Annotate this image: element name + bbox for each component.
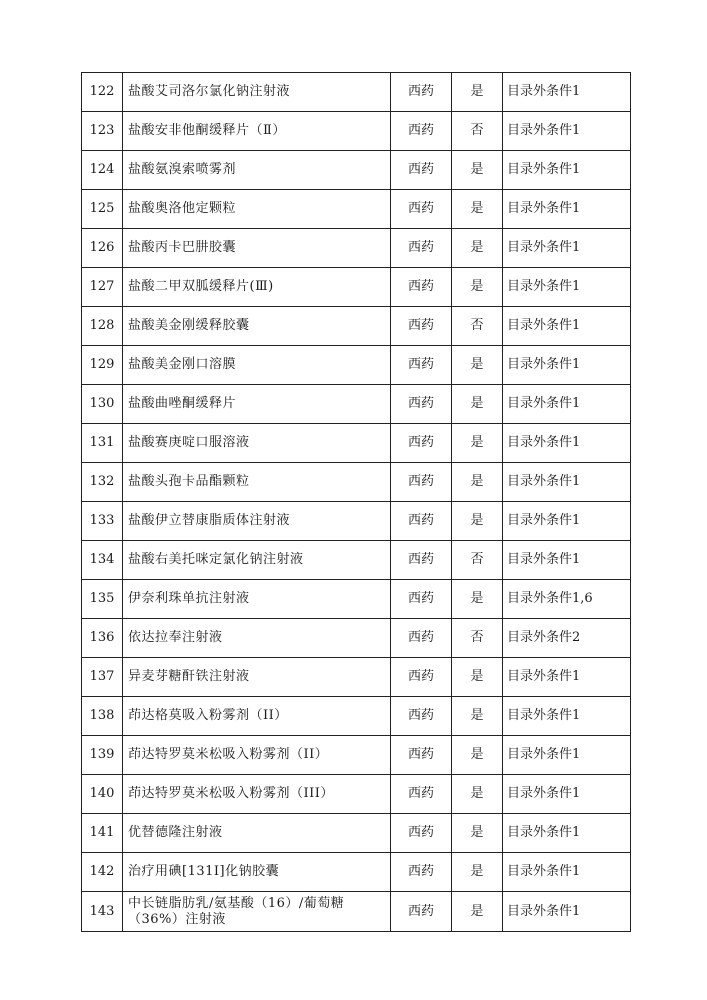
yes-no-flag: 否 <box>452 307 503 346</box>
row-number: 127 <box>82 268 123 307</box>
drug-name: 盐酸奥洛他定颗粒 <box>123 190 391 229</box>
yes-no-flag: 否 <box>452 619 503 658</box>
drug-category: 西药 <box>391 385 452 424</box>
condition-note: 目录外条件1 <box>503 268 631 307</box>
drug-category: 西药 <box>391 73 452 112</box>
table-row <box>82 775 631 814</box>
drug-category: 西药 <box>391 268 452 307</box>
table-row <box>82 697 631 736</box>
drug-category: 西药 <box>391 229 452 268</box>
drug-name: 盐酸赛庚啶口服溶液 <box>123 424 391 463</box>
condition-note: 目录外条件1 <box>503 307 631 346</box>
table-row <box>82 892 631 932</box>
drug-category: 西药 <box>391 463 452 502</box>
condition-note: 目录外条件1 <box>503 385 631 424</box>
drug-name: 伊奈利珠单抗注射液 <box>123 580 391 619</box>
condition-note: 目录外条件1 <box>503 697 631 736</box>
row-number: 137 <box>82 658 123 697</box>
table-row <box>82 619 631 658</box>
row-number: 135 <box>82 580 123 619</box>
condition-note: 目录外条件1 <box>503 736 631 775</box>
table-row <box>82 73 631 112</box>
yes-no-flag: 是 <box>452 463 503 502</box>
drug-name: 中长链脂肪乳/氨基酸（16）/葡萄糖（36%）注射液 <box>123 892 391 932</box>
condition-note: 目录外条件1 <box>503 229 631 268</box>
drug-category: 西药 <box>391 697 452 736</box>
condition-note: 目录外条件1 <box>503 814 631 853</box>
drug-category: 西药 <box>391 112 452 151</box>
table-row <box>82 151 631 190</box>
table-row <box>82 424 631 463</box>
drug-list-table <box>81 72 631 932</box>
drug-category: 西药 <box>391 814 452 853</box>
drug-name: 盐酸右美托咪定氯化钠注射液 <box>123 541 391 580</box>
table-row <box>82 541 631 580</box>
yes-no-flag: 是 <box>452 268 503 307</box>
condition-note: 目录外条件1 <box>503 424 631 463</box>
condition-note: 目录外条件1 <box>503 892 631 932</box>
row-number: 133 <box>82 502 123 541</box>
row-number: 129 <box>82 346 123 385</box>
drug-name: 依达拉奉注射液 <box>123 619 391 658</box>
yes-no-flag: 是 <box>452 229 503 268</box>
table-row <box>82 229 631 268</box>
condition-note: 目录外条件1 <box>503 853 631 892</box>
drug-category: 西药 <box>391 502 452 541</box>
drug-name: 盐酸安非他酮缓释片（Ⅱ） <box>123 112 391 151</box>
condition-note: 目录外条件1 <box>503 541 631 580</box>
drug-name: 盐酸丙卡巴肼胶囊 <box>123 229 391 268</box>
table-row <box>82 307 631 346</box>
drug-category: 西药 <box>391 424 452 463</box>
table-row <box>82 268 631 307</box>
condition-note: 目录外条件1 <box>503 775 631 814</box>
yes-no-flag: 是 <box>452 775 503 814</box>
row-number: 136 <box>82 619 123 658</box>
yes-no-flag: 是 <box>452 385 503 424</box>
drug-name: 优替德隆注射液 <box>123 814 391 853</box>
drug-category: 西药 <box>391 892 452 932</box>
table-row <box>82 190 631 229</box>
row-number: 123 <box>82 112 123 151</box>
drug-name: 茚达特罗莫米松吸入粉雾剂（III） <box>123 775 391 814</box>
yes-no-flag: 是 <box>452 424 503 463</box>
drug-category: 西药 <box>391 619 452 658</box>
drug-category: 西药 <box>391 541 452 580</box>
condition-note: 目录外条件2 <box>503 619 631 658</box>
table-row <box>82 814 631 853</box>
row-number: 142 <box>82 853 123 892</box>
condition-note: 目录外条件1 <box>503 463 631 502</box>
yes-no-flag: 否 <box>452 112 503 151</box>
table-row <box>82 736 631 775</box>
table-row <box>82 580 631 619</box>
yes-no-flag: 是 <box>452 736 503 775</box>
condition-note: 目录外条件1 <box>503 346 631 385</box>
table-row <box>82 346 631 385</box>
row-number: 132 <box>82 463 123 502</box>
table-row <box>82 112 631 151</box>
drug-category: 西药 <box>391 346 452 385</box>
drug-name: 盐酸伊立替康脂质体注射液 <box>123 502 391 541</box>
row-number: 124 <box>82 151 123 190</box>
drug-name: 治疗用碘[131I]化钠胶囊 <box>123 853 391 892</box>
row-number: 126 <box>82 229 123 268</box>
yes-no-flag: 是 <box>452 697 503 736</box>
drug-category: 西药 <box>391 190 452 229</box>
drug-category: 西药 <box>391 580 452 619</box>
yes-no-flag: 是 <box>452 580 503 619</box>
yes-no-flag: 是 <box>452 892 503 932</box>
table-row <box>82 853 631 892</box>
drug-name: 异麦芽糖酐铁注射液 <box>123 658 391 697</box>
drug-name: 盐酸头孢卡品酯颗粒 <box>123 463 391 502</box>
table-body <box>82 73 631 932</box>
condition-note: 目录外条件1 <box>503 190 631 229</box>
yes-no-flag: 是 <box>452 346 503 385</box>
yes-no-flag: 是 <box>452 502 503 541</box>
drug-name: 盐酸曲唑酮缓释片 <box>123 385 391 424</box>
row-number: 122 <box>82 73 123 112</box>
table-row <box>82 658 631 697</box>
yes-no-flag: 是 <box>452 853 503 892</box>
condition-note: 目录外条件1 <box>503 73 631 112</box>
row-number: 143 <box>82 892 123 932</box>
yes-no-flag: 是 <box>452 190 503 229</box>
row-number: 140 <box>82 775 123 814</box>
drug-category: 西药 <box>391 736 452 775</box>
condition-note: 目录外条件1 <box>503 112 631 151</box>
yes-no-flag: 是 <box>452 73 503 112</box>
yes-no-flag: 是 <box>452 151 503 190</box>
drug-name: 茚达格莫吸入粉雾剂（II） <box>123 697 391 736</box>
condition-note: 目录外条件1 <box>503 502 631 541</box>
drug-name: 盐酸艾司洛尔氯化钠注射液 <box>123 73 391 112</box>
yes-no-flag: 否 <box>452 541 503 580</box>
yes-no-flag: 是 <box>452 814 503 853</box>
row-number: 128 <box>82 307 123 346</box>
row-number: 125 <box>82 190 123 229</box>
yes-no-flag: 是 <box>452 658 503 697</box>
table-row <box>82 385 631 424</box>
condition-note: 目录外条件1 <box>503 658 631 697</box>
drug-name: 盐酸二甲双胍缓释片(Ⅲ) <box>123 268 391 307</box>
condition-note: 目录外条件1,6 <box>503 580 631 619</box>
table-row <box>82 463 631 502</box>
drug-category: 西药 <box>391 151 452 190</box>
row-number: 130 <box>82 385 123 424</box>
drug-category: 西药 <box>391 775 452 814</box>
drug-category: 西药 <box>391 307 452 346</box>
row-number: 139 <box>82 736 123 775</box>
row-number: 134 <box>82 541 123 580</box>
row-number: 138 <box>82 697 123 736</box>
row-number: 131 <box>82 424 123 463</box>
drug-name: 盐酸氨溴索喷雾剂 <box>123 151 391 190</box>
drug-name: 盐酸美金刚口溶膜 <box>123 346 391 385</box>
table-row <box>82 502 631 541</box>
drug-name: 茚达特罗莫米松吸入粉雾剂（II） <box>123 736 391 775</box>
drug-category: 西药 <box>391 658 452 697</box>
drug-category: 西药 <box>391 853 452 892</box>
row-number: 141 <box>82 814 123 853</box>
drug-name: 盐酸美金刚缓释胶囊 <box>123 307 391 346</box>
condition-note: 目录外条件1 <box>503 151 631 190</box>
